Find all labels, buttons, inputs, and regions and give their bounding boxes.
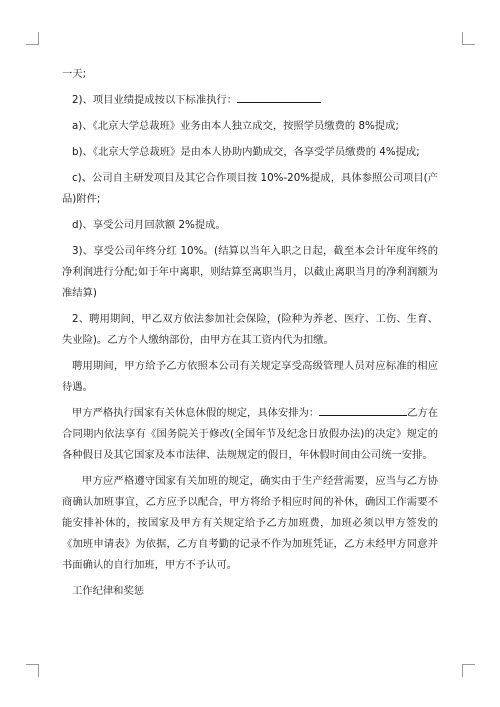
paragraph-overtime: 甲方应严格遵守国家有关加班的规定，确实由于生产经营需要，应当与乙方协商确认加班事宜，乙方应予以配合，甲方将给予相应时间的补休，确因工作需要不能安排补休的，按国家及甲方有关规定给予乙方加班费，加班必须以甲方签发的《加班申请表》为依据，乙方自考勤的记录不作为加班凭证，乙方未经甲方同意并书面确认的自行加班，甲方不予认可。 — [62, 475, 438, 571]
fill-in-blank — [237, 92, 321, 103]
paragraph-social-insurance: 2、聘用期间，甲乙双方依法参加社会保险，(险种为养老、医疗、工伤、生育、失业险)。乙方个人缴纳部份，由甲方在其工资内代为扣缴。 — [62, 313, 438, 346]
section-heading-discipline: 工作纪律和奖惩 — [72, 585, 145, 597]
crop-mark-top-left — [26, 32, 39, 45]
fill-in-blank — [319, 405, 407, 416]
paragraph-commission-d: d)、享受公司月回款额 2%提成。 — [72, 219, 226, 231]
crop-mark-bottom-right — [462, 664, 475, 677]
paragraph-continuation: 一天; — [62, 68, 87, 80]
paragraph-benefits: 聘用期间，甲方给予乙方依照本公司有关规定享受高级管理人员对应标准的相应待遇。 — [62, 360, 438, 393]
paragraph-leave — [62, 403, 438, 466]
leave-text-lead: 甲方严格执行国家有关休息休假的规定，具体安排为： — [72, 407, 320, 419]
document-body — [62, 64, 438, 607]
paragraph-commission-c: c)、公司自主研发项目及其它合作项目按 10%-20%提成，具体参照公司项目(产品)附件; — [62, 172, 438, 205]
paragraph-commission-a: a)、《北京大学总裁班》业务由本人独立成交，按照学员缴费的 8%提成; — [72, 120, 399, 132]
paragraph-year-end-bonus: 3)、享受公司年终分红 10%。(结算以当年入职之日起，截至本会计年度年终的净利润进行分配;如于年中离职，则结算至离职当月，以截止离职当月的净利润额为准结算) — [62, 245, 438, 299]
leave-text-rest: 乙方在合同期内依法享有《国务院关于修改(全国年节及纪念日放假办法)的决定》规定的各种假日及其它国家及本市法律、法规规定的假日，年休假时间由公司统一安排。 — [62, 407, 439, 461]
commission-standard-text: 2)、项目业绩提成按以下标准执行： — [72, 94, 238, 106]
crop-mark-bottom-left — [26, 664, 39, 677]
crop-mark-top-right — [462, 32, 475, 45]
paragraph-commission-b: b)、《北京大学总裁班》是由本人协助内勤成交，各享受学员缴费的 4%提成; — [72, 146, 420, 158]
paragraph-commission-standard — [62, 90, 438, 111]
